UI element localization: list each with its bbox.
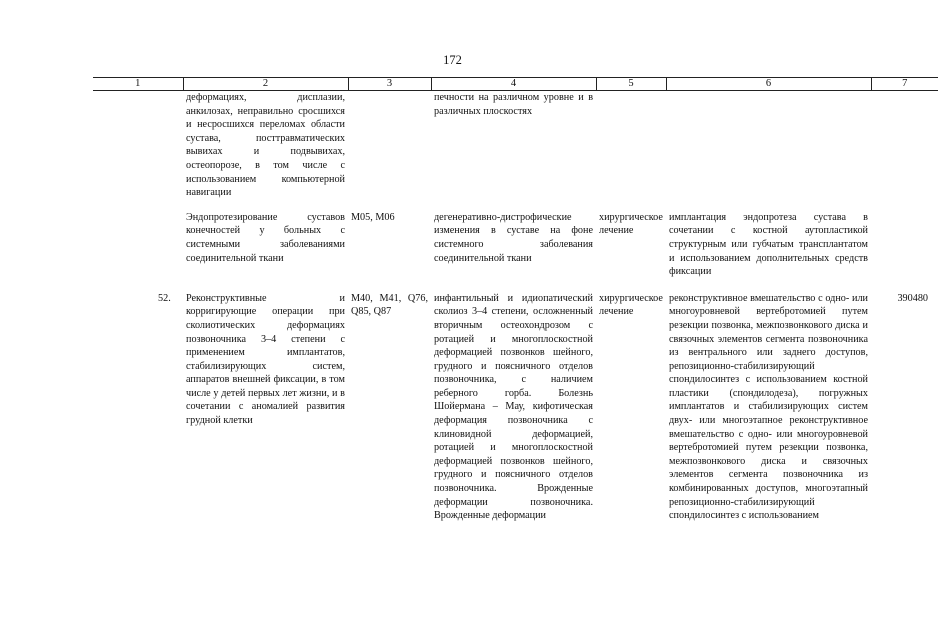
treatment-kind: хирургическое лечение	[599, 292, 663, 318]
column-header: 5	[596, 78, 666, 91]
row-gap	[93, 279, 938, 292]
table-row	[93, 292, 938, 523]
intervention-name: Реконструктивные и корригирующие операции при сколиотических деформациях позвоночника 3–4 степени с применением имплантатов, стабилизирующих систем, аппаратов внешней фиксации, в том числе у детей первых лет жизни, и в сочетании с аномалией развития грудной клетки	[186, 292, 345, 427]
table-row	[93, 211, 938, 279]
icd-codes: M40, M41, Q76, Q85, Q87	[351, 292, 428, 318]
column-header: 2	[183, 78, 348, 91]
treatment-kind: хирургическое лечение	[599, 211, 663, 237]
treatment-method: имплантация эндопротеза сустава в сочетании с костной аутопластикой структурным или губчатым трансплантатом и использованием дополнительных средств фиксации	[669, 211, 868, 278]
intervention-name: деформациях, дисплазии, анкилозах, неправильно сросшихся и несросшихся переломах области сустава, посттравматических вывихах и подвывихах, остеопорозе, в том числе с использованием компьютерной навигации	[186, 92, 345, 199]
icd-codes: M05, M06	[351, 211, 395, 223]
treatment-method: реконструктивное вмешательство с одно- или многоуровневой вертебротомией путем резекции позвонка, межпозвонкового диска и связочных элементов сегмента позвоночника из вентрального или заднего доступов, репозиционно-стабилизирующий спондилосинтез с использованием костной пластики (спондилодеза), погружных имплантатов и стабилизирующих систем двух- или многоэтапное реконструктивное вмешательство с одно- или многоуровневой вертебротомией путем резекции позвонка, межпозвонкового диска и связочных элементов сегмента позвоночника из комбинированных доступов, многоэтапный репозиционно-стабилизирующий спондилосинтез с использованием	[669, 292, 868, 522]
row-number	[93, 91, 183, 200]
patient-model: инфантильный и идиопатический сколиоз 3–4 степени, осложненный вторичным остеохондрозом с ротацией и многоплоскостной деформацией позвонков шейного, грудного и поясничного отделов позвоночника, с наличием реберного горба. Болезнь Шойермана – Мау, кифотическая деформация позвоночника с клиновидной деформацией, ротацией и многоплоскостной деформацией позвонков шейного, грудного и поясничного отделов позвоночника. Врожденные деформации позвоночника. Врожденные деформации	[434, 292, 593, 522]
page-number: 172	[443, 53, 462, 67]
table-row	[93, 91, 938, 200]
treatment-kind	[596, 91, 666, 200]
column-number-row	[93, 78, 938, 91]
row-number: 52.	[158, 292, 171, 304]
row-number	[93, 211, 183, 279]
medical-care-table	[93, 77, 938, 523]
column-header: 6	[666, 78, 871, 91]
column-header: 4	[431, 78, 596, 91]
column-header: 1	[93, 78, 183, 91]
column-header: 3	[348, 78, 431, 91]
icd-codes	[348, 91, 431, 200]
price	[871, 91, 938, 200]
row-gap	[93, 200, 938, 211]
patient-model: печности на различном уровне и в различных плоскостях	[434, 92, 593, 117]
intervention-name: Эндопротезирование суставов конечностей у больных с системными заболеваниями соединительной ткани	[186, 211, 345, 264]
treatment-method	[666, 91, 871, 200]
column-header: 7	[871, 78, 938, 91]
patient-model: дегенеративно-дистрофические изменения в суставе на фоне системного заболевания соединительной ткани	[434, 211, 593, 264]
price: 390480	[897, 292, 928, 304]
price	[871, 211, 938, 279]
